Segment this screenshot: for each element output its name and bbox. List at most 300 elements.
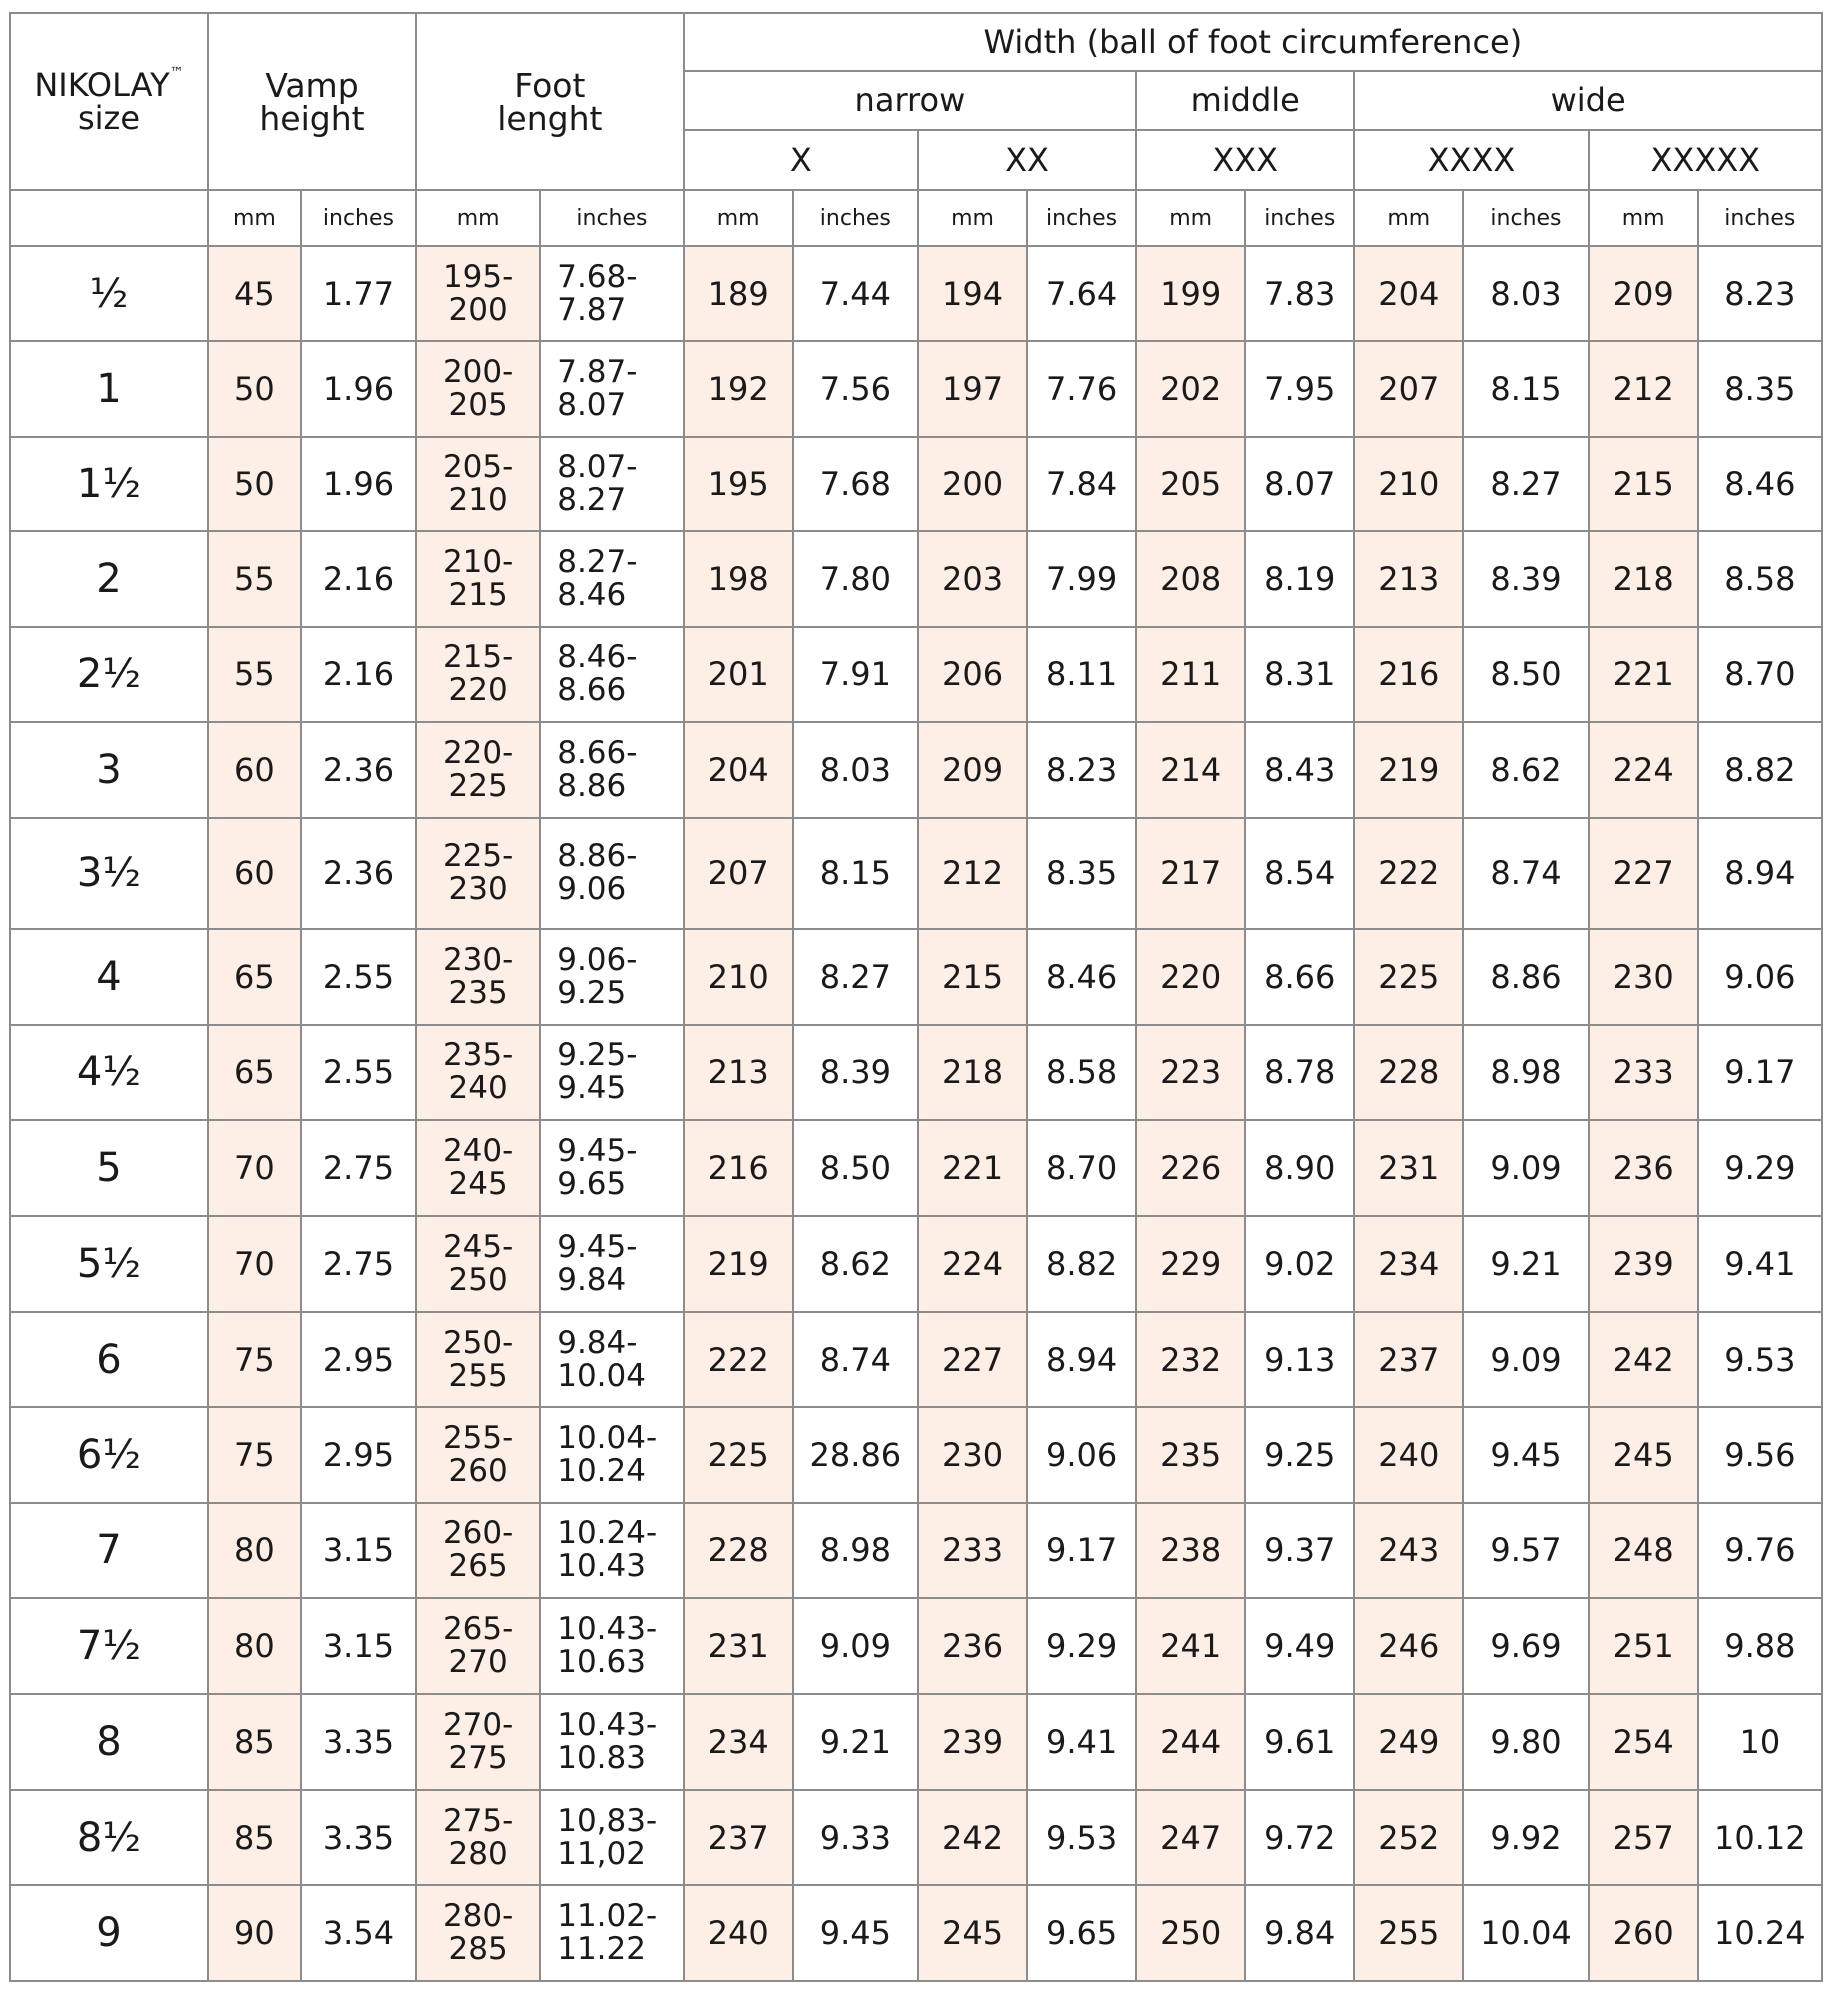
width-xx-inches-cell: 9.41	[1027, 1694, 1136, 1790]
foot-inches-to: 10.83	[557, 1739, 646, 1776]
foot-inches-to: 9.06	[557, 871, 627, 908]
width-xxxx-mm-cell: 246	[1354, 1598, 1463, 1693]
foot-mm-from: 205-	[442, 449, 514, 486]
foot-inches-to: 9.25	[557, 974, 627, 1011]
foot-inches-from: 9.45-	[557, 1229, 638, 1266]
vamp-inches-cell: 3.35	[301, 1790, 416, 1885]
foot-mm-to: 240	[448, 1070, 508, 1107]
width-xxxxx-mm-cell: 221	[1589, 627, 1698, 722]
foot-mm-to: 245	[448, 1166, 508, 1203]
width-xxx-inches-cell: 9.84	[1245, 1885, 1354, 1981]
foot-inches-cell	[540, 1025, 683, 1120]
width-xxxx-inches-cell: 9.09	[1463, 1120, 1588, 1216]
width-xxxxx-mm-cell: 248	[1589, 1503, 1698, 1598]
foot-mm-cell	[416, 1312, 540, 1407]
width-xxxx-inches-cell: 8.03	[1463, 246, 1588, 341]
width-xxxx-mm-cell: 213	[1354, 531, 1463, 626]
width-xxx-mm-cell: 202	[1136, 341, 1245, 436]
foot-mm-from: 255-	[442, 1420, 514, 1457]
size-cell: 2½	[10, 627, 208, 722]
width-xxx-mm-cell: 250	[1136, 1885, 1245, 1981]
vamp-mm-cell: 70	[208, 1216, 301, 1311]
foot-mm-to: 270	[448, 1643, 508, 1680]
foot-inches-cell	[540, 1216, 683, 1311]
width-xxx-mm-cell: 214	[1136, 722, 1245, 817]
width-x-mm-cell: 189	[684, 246, 793, 341]
width-x-header: X	[684, 130, 918, 190]
vamp-inches-cell: 1.96	[301, 341, 416, 436]
table-row	[10, 246, 1822, 341]
width-xxx-inches-cell: 8.66	[1245, 929, 1354, 1024]
vamp-inches-cell: 1.77	[301, 246, 416, 341]
width-x-inches-cell: 8.98	[793, 1503, 918, 1598]
width-xx-mm-cell: 233	[918, 1503, 1027, 1598]
width-x-mm-cell: 240	[684, 1885, 793, 1981]
foot-mm-from: 200-	[442, 354, 514, 391]
foot-mm-from: 225-	[442, 838, 514, 875]
width-xx-mm-cell: 227	[918, 1312, 1027, 1407]
width-xxx-mm-cell: 235	[1136, 1407, 1245, 1502]
width-xxxx-inches-cell: 9.21	[1463, 1216, 1588, 1311]
width-x-mm-cell: 210	[684, 929, 793, 1024]
width-xxxxx-inches-cell: 9.88	[1698, 1598, 1822, 1693]
table-row	[10, 627, 1822, 722]
width-xxx-mm-cell: 205	[1136, 437, 1245, 531]
foot-mm-from: 245-	[442, 1229, 514, 1266]
size-cell: 3½	[10, 818, 208, 930]
width-xxxxx-mm-cell: 239	[1589, 1216, 1698, 1311]
width-x-mm-cell: 201	[684, 627, 793, 722]
size-cell: 4½	[10, 1025, 208, 1120]
foot-inches-from: 10.24-	[557, 1515, 658, 1552]
width-xx-mm-cell: 221	[918, 1120, 1027, 1216]
width-xx-inches-cell: 8.46	[1027, 929, 1136, 1024]
width-xxxx-mm-cell: 222	[1354, 818, 1463, 930]
foot-inches-from: 9.25-	[557, 1037, 638, 1074]
foot-mm-from: 275-	[442, 1802, 514, 1839]
foot-inches-to: 11,02	[557, 1835, 646, 1872]
foot-inches-cell	[540, 341, 683, 436]
width-x-mm-cell: 195	[684, 437, 793, 531]
width-xxx-inches-cell: 9.61	[1245, 1694, 1354, 1790]
group-middle-header: middle	[1136, 71, 1354, 130]
foot-mm-from: 230-	[442, 941, 514, 978]
unit-mm: mm	[684, 190, 793, 246]
width-x-inches-cell: 8.03	[793, 722, 918, 817]
foot-mm-cell	[416, 341, 540, 436]
brand-name: NIKOLAY	[34, 65, 170, 104]
foot-mm-from: 215-	[442, 639, 514, 676]
foot-inches-from: 10.43-	[557, 1706, 658, 1743]
table-row	[10, 1503, 1822, 1598]
vamp-inches-cell: 3.15	[301, 1503, 416, 1598]
width-x-mm-cell: 192	[684, 341, 793, 436]
width-x-mm-cell: 237	[684, 1790, 793, 1885]
vamp-mm-cell: 75	[208, 1312, 301, 1407]
width-xxx-inches-cell: 9.37	[1245, 1503, 1354, 1598]
width-xxxxx-inches-cell: 9.53	[1698, 1312, 1822, 1407]
width-xx-inches-cell: 9.65	[1027, 1885, 1136, 1981]
width-xxxxx-inches-cell: 10	[1698, 1694, 1822, 1790]
foot-inches-cell	[540, 1312, 683, 1407]
width-xx-inches-cell: 7.76	[1027, 341, 1136, 436]
foot-inches-cell	[540, 1694, 683, 1790]
foot-inches-to: 10.43	[557, 1548, 646, 1585]
vamp-mm-cell: 70	[208, 1120, 301, 1216]
width-xxx-inches-cell: 8.07	[1245, 437, 1354, 531]
width-x-mm-cell: 213	[684, 1025, 793, 1120]
width-xxx-mm-cell: 223	[1136, 1025, 1245, 1120]
width-xxx-mm-cell: 229	[1136, 1216, 1245, 1311]
width-x-inches-cell: 8.27	[793, 929, 918, 1024]
table-row	[10, 1312, 1822, 1407]
width-xxx-inches-cell: 8.43	[1245, 722, 1354, 817]
width-x-inches-cell: 8.50	[793, 1120, 918, 1216]
foot-inches-from: 9.06-	[557, 941, 638, 978]
width-x-inches-cell: 7.44	[793, 246, 918, 341]
width-xx-mm-cell: 230	[918, 1407, 1027, 1502]
width-xxxx-inches-cell: 10.04	[1463, 1885, 1588, 1981]
width-xxxx-inches-cell: 9.45	[1463, 1407, 1588, 1502]
table-row	[10, 818, 1822, 930]
width-x-mm-cell: 198	[684, 531, 793, 626]
width-xxxxx-inches-cell: 10.24	[1698, 1885, 1822, 1981]
table-row	[10, 929, 1822, 1024]
units-row-blank-cell	[10, 190, 208, 246]
width-xx-mm-cell: 197	[918, 341, 1027, 436]
width-xx-inches-cell: 7.64	[1027, 246, 1136, 341]
foot-mm-to: 260	[448, 1453, 508, 1490]
table-row	[10, 1790, 1822, 1885]
size-chart-table	[9, 12, 1823, 1982]
width-x-inches-cell: 8.15	[793, 818, 918, 930]
foot-mm-cell	[416, 1025, 540, 1120]
vamp-inches-cell: 2.55	[301, 1025, 416, 1120]
width-xxxx-mm-cell: 240	[1354, 1407, 1463, 1502]
unit-inches: inches	[1463, 190, 1588, 246]
width-x-mm-cell: 207	[684, 818, 793, 930]
width-xx-mm-cell: 206	[918, 627, 1027, 722]
width-xx-mm-cell: 212	[918, 818, 1027, 930]
foot-inches-cell	[540, 1407, 683, 1502]
vamp-inches-cell: 2.95	[301, 1407, 416, 1502]
width-xxxxx-mm-cell: 212	[1589, 341, 1698, 436]
foot-inches-cell	[540, 1885, 683, 1981]
width-xxxx-mm-cell: 210	[1354, 437, 1463, 531]
width-xxxxx-mm-cell: 209	[1589, 246, 1698, 341]
unit-mm: mm	[918, 190, 1027, 246]
width-xxx-inches-cell: 9.25	[1245, 1407, 1354, 1502]
table-row	[10, 437, 1822, 531]
width-xxxx-header: XXXX	[1354, 130, 1588, 190]
width-x-inches-cell: 9.21	[793, 1694, 918, 1790]
size-cell: 5½	[10, 1216, 208, 1311]
width-xxx-mm-cell: 241	[1136, 1598, 1245, 1693]
vamp-mm-cell: 60	[208, 722, 301, 817]
foot-inches-from: 9.45-	[557, 1133, 638, 1170]
width-xxxx-mm-cell: 255	[1354, 1885, 1463, 1981]
size-cell: 1	[10, 341, 208, 436]
width-xxx-inches-cell: 8.90	[1245, 1120, 1354, 1216]
foot-mm-cell	[416, 1598, 540, 1693]
unit-inches: inches	[540, 190, 683, 246]
width-xxxxx-inches-cell: 9.06	[1698, 929, 1822, 1024]
vamp-mm-cell: 45	[208, 246, 301, 341]
width-x-mm-cell: 228	[684, 1503, 793, 1598]
foot-mm-to: 215	[448, 577, 508, 614]
foot-inches-to: 9.45	[557, 1070, 627, 1107]
width-xx-inches-cell: 8.35	[1027, 818, 1136, 930]
size-cell: 9	[10, 1885, 208, 1981]
foot-inches-cell	[540, 1120, 683, 1216]
foot-mm-cell	[416, 722, 540, 817]
foot-mm-to: 225	[448, 767, 508, 804]
foot-inches-from: 7.68-	[557, 258, 638, 295]
width-x-mm-cell: 234	[684, 1694, 793, 1790]
width-xx-inches-cell: 7.84	[1027, 437, 1136, 531]
foot-mm-cell	[416, 1694, 540, 1790]
table-row	[10, 1598, 1822, 1693]
width-xxxxx-mm-cell: 236	[1589, 1120, 1698, 1216]
width-xx-inches-cell: 8.94	[1027, 1312, 1136, 1407]
size-cell: 5	[10, 1120, 208, 1216]
foot-inches-from: 9.84-	[557, 1324, 638, 1361]
width-xx-mm-cell: 218	[918, 1025, 1027, 1120]
size-rows	[10, 246, 1822, 1981]
width-xxx-mm-cell: 247	[1136, 1790, 1245, 1885]
vamp-inches-cell: 2.36	[301, 722, 416, 817]
foot-inches-to: 11.22	[557, 1931, 646, 1968]
foot-mm-cell	[416, 246, 540, 341]
width-xx-inches-cell: 8.11	[1027, 627, 1136, 722]
foot-inches-to: 10.24	[557, 1453, 646, 1490]
foot-mm-to: 205	[448, 387, 508, 424]
vamp-inches-cell: 2.75	[301, 1120, 416, 1216]
width-xxxx-inches-cell: 9.80	[1463, 1694, 1588, 1790]
foot-mm-to: 235	[448, 974, 508, 1011]
foot-mm-from: 195-	[442, 258, 514, 295]
width-xxx-inches-cell: 8.78	[1245, 1025, 1354, 1120]
unit-mm: mm	[416, 190, 540, 246]
width-xxxx-inches-cell: 9.69	[1463, 1598, 1588, 1693]
width-xxxx-inches-cell: 9.92	[1463, 1790, 1588, 1885]
vamp-inches-cell: 2.95	[301, 1312, 416, 1407]
foot-mm-to: 265	[448, 1548, 508, 1585]
width-xxxx-mm-cell: 231	[1354, 1120, 1463, 1216]
width-xxxx-inches-cell: 8.62	[1463, 722, 1588, 817]
size-cell: ½	[10, 246, 208, 341]
table-row	[10, 722, 1822, 817]
width-xxxx-mm-cell: 219	[1354, 722, 1463, 817]
foot-mm-cell	[416, 1790, 540, 1885]
table-row	[10, 531, 1822, 626]
vamp-mm-cell: 85	[208, 1790, 301, 1885]
size-cell: 6	[10, 1312, 208, 1407]
foot-inches-from: 8.66-	[557, 734, 638, 771]
width-xx-mm-cell: 236	[918, 1598, 1027, 1693]
width-xxxx-mm-cell: 225	[1354, 929, 1463, 1024]
vamp-inches-cell: 3.35	[301, 1694, 416, 1790]
foot-mm-from: 235-	[442, 1037, 514, 1074]
foot-inches-to: 8.46	[557, 577, 627, 614]
unit-mm: mm	[208, 190, 301, 246]
width-xxxx-inches-cell: 8.74	[1463, 818, 1588, 930]
width-xx-header: XX	[918, 130, 1136, 190]
foot-mm-to: 200	[448, 291, 508, 328]
width-xx-mm-cell: 215	[918, 929, 1027, 1024]
width-xxx-inches-cell: 7.95	[1245, 341, 1354, 436]
unit-inches: inches	[1245, 190, 1354, 246]
foot-length-header	[416, 13, 684, 190]
width-x-inches-cell: 9.33	[793, 1790, 918, 1885]
table-row	[10, 1025, 1822, 1120]
width-xxxx-inches-cell: 8.98	[1463, 1025, 1588, 1120]
size-cell: 7½	[10, 1598, 208, 1693]
vamp-mm-cell: 50	[208, 437, 301, 531]
foot-inches-to: 10.63	[557, 1643, 646, 1680]
width-xxxxx-mm-cell: 251	[1589, 1598, 1698, 1693]
foot-label-line1: Foot	[514, 65, 586, 105]
width-xxx-mm-cell: 199	[1136, 246, 1245, 341]
header-row-1	[10, 13, 1822, 71]
width-x-mm-cell: 204	[684, 722, 793, 817]
width-xxx-mm-cell: 208	[1136, 531, 1245, 626]
foot-mm-cell	[416, 627, 540, 722]
width-xxxxx-mm-cell: 254	[1589, 1694, 1698, 1790]
width-xxx-inches-cell: 9.49	[1245, 1598, 1354, 1693]
table-row	[10, 1216, 1822, 1311]
foot-mm-from: 210-	[442, 544, 514, 581]
width-xxx-mm-cell: 220	[1136, 929, 1245, 1024]
width-xxxx-mm-cell: 228	[1354, 1025, 1463, 1120]
foot-mm-from: 270-	[442, 1706, 514, 1743]
width-xx-inches-cell: 9.29	[1027, 1598, 1136, 1693]
width-x-inches-cell: 7.91	[793, 627, 918, 722]
width-x-inches-cell: 28.86	[793, 1407, 918, 1502]
width-xxxxx-inches-cell: 9.76	[1698, 1503, 1822, 1598]
width-xxxx-inches-cell: 8.15	[1463, 341, 1588, 436]
width-xxx-inches-cell: 9.02	[1245, 1216, 1354, 1311]
width-x-mm-cell: 231	[684, 1598, 793, 1693]
width-xxx-inches-cell: 8.19	[1245, 531, 1354, 626]
foot-mm-from: 240-	[442, 1133, 514, 1170]
width-xxxx-inches-cell: 8.27	[1463, 437, 1588, 531]
width-xxxxx-mm-cell: 245	[1589, 1407, 1698, 1502]
width-xx-inches-cell: 9.17	[1027, 1503, 1136, 1598]
width-xxxxx-mm-cell: 233	[1589, 1025, 1698, 1120]
width-xxxx-inches-cell: 8.50	[1463, 627, 1588, 722]
width-x-inches-cell: 7.80	[793, 531, 918, 626]
width-xxxxx-inches-cell: 8.23	[1698, 246, 1822, 341]
table-row	[10, 1694, 1822, 1790]
width-xxxxx-inches-cell: 8.35	[1698, 341, 1822, 436]
width-xxx-header: XXX	[1136, 130, 1354, 190]
width-x-mm-cell: 222	[684, 1312, 793, 1407]
size-cell: 8	[10, 1694, 208, 1790]
width-xx-inches-cell: 8.70	[1027, 1120, 1136, 1216]
table-row	[10, 341, 1822, 436]
unit-inches: inches	[793, 190, 918, 246]
width-xxxx-mm-cell: 249	[1354, 1694, 1463, 1790]
size-cell: 6½	[10, 1407, 208, 1502]
width-xxxx-inches-cell: 8.86	[1463, 929, 1588, 1024]
unit-inches: inches	[301, 190, 416, 246]
width-xxxxx-inches-cell: 8.58	[1698, 531, 1822, 626]
width-xx-inches-cell: 9.53	[1027, 1790, 1136, 1885]
width-xxxx-mm-cell: 252	[1354, 1790, 1463, 1885]
table-row	[10, 1885, 1822, 1981]
width-xx-mm-cell: 209	[918, 722, 1027, 817]
foot-inches-cell	[540, 437, 683, 531]
foot-mm-from: 280-	[442, 1898, 514, 1935]
foot-inches-cell	[540, 246, 683, 341]
vamp-inches-cell: 2.16	[301, 531, 416, 626]
foot-label-line2: lenght	[497, 98, 603, 138]
foot-mm-cell	[416, 1885, 540, 1981]
vamp-inches-cell: 2.36	[301, 818, 416, 930]
foot-inches-cell	[540, 1598, 683, 1693]
unit-inches: inches	[1698, 190, 1822, 246]
vamp-mm-cell: 65	[208, 1025, 301, 1120]
foot-inches-from: 10.04-	[557, 1420, 658, 1457]
width-xxx-inches-cell: 9.72	[1245, 1790, 1354, 1885]
width-xxxx-mm-cell: 234	[1354, 1216, 1463, 1311]
unit-inches: inches	[1027, 190, 1136, 246]
foot-inches-cell	[540, 1503, 683, 1598]
foot-mm-cell	[416, 531, 540, 626]
foot-inches-from: 8.86-	[557, 838, 638, 875]
width-xxxx-mm-cell: 204	[1354, 246, 1463, 341]
foot-inches-to: 9.84	[557, 1262, 627, 1299]
foot-mm-cell	[416, 437, 540, 531]
size-cell: 2	[10, 531, 208, 626]
foot-mm-cell	[416, 1120, 540, 1216]
width-xxxx-inches-cell: 9.57	[1463, 1503, 1588, 1598]
foot-mm-cell	[416, 1407, 540, 1502]
size-cell: 7	[10, 1503, 208, 1598]
vamp-inches-cell: 1.96	[301, 437, 416, 531]
vamp-inches-cell: 2.55	[301, 929, 416, 1024]
foot-inches-to: 8.27	[557, 482, 627, 519]
width-xxxxx-inches-cell: 9.29	[1698, 1120, 1822, 1216]
foot-mm-from: 220-	[442, 734, 514, 771]
unit-mm: mm	[1136, 190, 1245, 246]
foot-inches-from: 11.02-	[557, 1898, 658, 1935]
width-xxxx-inches-cell: 8.39	[1463, 531, 1588, 626]
width-xx-inches-cell: 8.23	[1027, 722, 1136, 817]
width-xx-inches-cell: 9.06	[1027, 1407, 1136, 1502]
width-xx-inches-cell: 8.58	[1027, 1025, 1136, 1120]
vamp-height-header	[208, 13, 416, 190]
width-xxx-mm-cell: 211	[1136, 627, 1245, 722]
width-xxxxx-inches-cell: 8.94	[1698, 818, 1822, 930]
unit-mm: mm	[1589, 190, 1698, 246]
foot-mm-to: 275	[448, 1739, 508, 1776]
unit-mm: mm	[1354, 190, 1463, 246]
size-cell: 1½	[10, 437, 208, 531]
width-xx-inches-cell: 7.99	[1027, 531, 1136, 626]
width-xxxxx-inches-cell: 9.41	[1698, 1216, 1822, 1311]
width-x-mm-cell: 216	[684, 1120, 793, 1216]
foot-inches-cell	[540, 929, 683, 1024]
foot-inches-to: 8.86	[557, 767, 627, 804]
width-xxxxx-mm-cell: 242	[1589, 1312, 1698, 1407]
width-x-inches-cell: 7.68	[793, 437, 918, 531]
width-xxx-inches-cell: 8.54	[1245, 818, 1354, 930]
width-x-inches-cell: 8.39	[793, 1025, 918, 1120]
width-xxxxx-header: XXXXX	[1589, 130, 1822, 190]
width-xxxxx-inches-cell: 8.70	[1698, 627, 1822, 722]
